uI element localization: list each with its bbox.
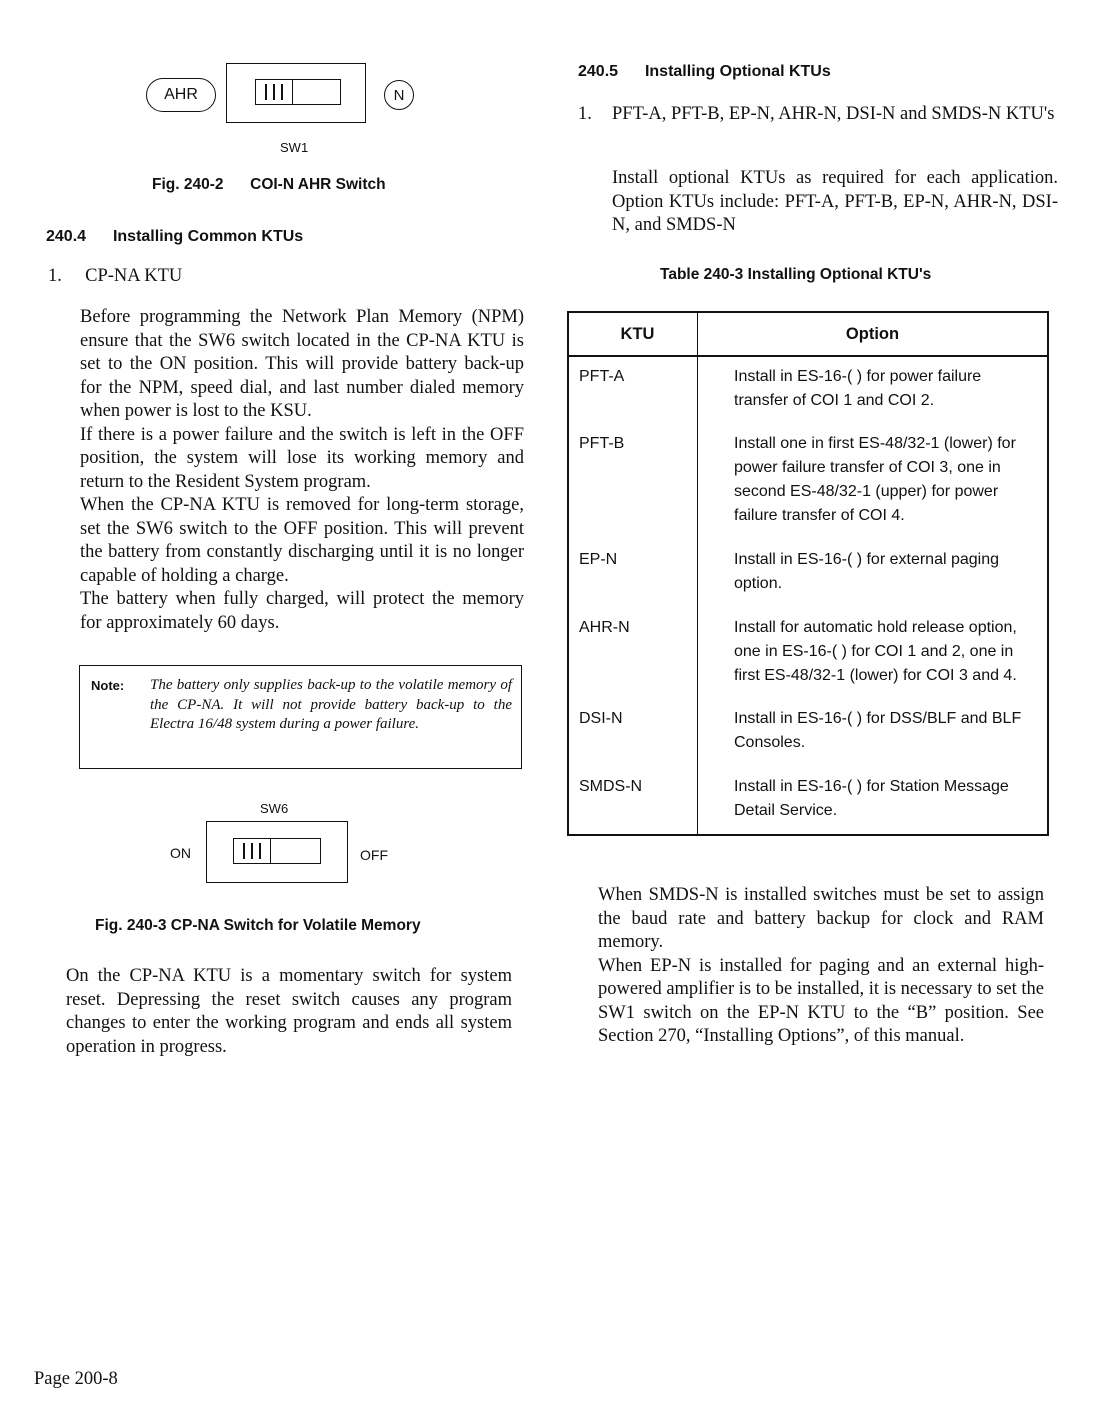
ktu-cell: PFT-A	[568, 356, 698, 424]
after-table-paragraphs	[598, 884, 1044, 1049]
table-row	[568, 540, 1048, 607]
paragraph: When EP-N is installed for paging and an external high-powered amplifier is to be installed, it is necessary to set the SW1 switch on the EP-N KTU to the “B” position. See Section 270, “Installing Options”, of this manual.	[598, 955, 1044, 1046]
table-header-ktu: KTU	[568, 312, 698, 356]
table-row	[568, 699, 1048, 766]
item-1-cp-na: 1. CP-NA KTU	[48, 266, 183, 286]
table-row	[568, 608, 1048, 700]
off-label: OFF	[360, 847, 388, 863]
paragraph: Before programming the Network Plan Memory (NPM) ensure that the SW6 switch located in the CP-NA KTU is set to the ON position. This will provide battery back-up for the NPM, speed dial, and last number dialed memory when power is lost to the KSU.	[80, 307, 524, 421]
option-cell: Install in ES-16-( ) for power failure transfer of COI 1 and COI 2.	[734, 368, 982, 409]
paragraph: When SMDS-N is installed switches must be set to assign the baud rate and battery backup for clock and RAM memory.	[598, 885, 1044, 952]
ktu-cell: PFT-B	[568, 424, 698, 540]
ktu-cell: DSI-N	[568, 699, 698, 766]
option-cell: Install in ES-16-( ) for DSS/BLF and BLF Consoles.	[734, 710, 1022, 752]
sw6-switch-housing	[206, 821, 348, 883]
ahr-label: AHR	[146, 78, 216, 112]
ktu-cell: EP-N	[568, 540, 698, 607]
note-label: Note:	[91, 678, 125, 693]
paragraph: The battery when fully charged, will protect the memory for approximately 60 days.	[80, 589, 524, 633]
option-cell: Install in ES-16-( ) for external paging option.	[734, 551, 1000, 593]
section-240-4-heading: 240.4 Installing Common KTUs	[46, 228, 304, 245]
on-label: ON	[170, 845, 191, 861]
section-240-5-heading: 240.5 Installing Optional KTUs	[578, 63, 831, 80]
ktu-cell: AHR-N	[568, 608, 698, 700]
fig-240-3-caption: Fig. 240-3 CP-NA Switch for Volatile Memory	[95, 917, 421, 934]
paragraph: When the CP-NA KTU is removed for long-term storage, set the SW6 switch to the OFF position. This will prevent the battery from constantly discharging until it is no longer capable of holding a charge.	[80, 495, 524, 586]
fig-240-2-caption: Fig. 240-2 COI-N AHR Switch	[152, 176, 386, 193]
table-240-3	[567, 311, 1049, 836]
sw6-dip-switch	[233, 838, 321, 864]
option-cell: Install one in first ES-48/32-1 (lower) for power failure transfer of COI 3, one in second ES-48/32-1 (upper) for power failure transfer of COI 4.	[734, 435, 1016, 525]
note-text: The battery only supplies back-up to the volatile memory of the CP-NA. It will not provide battery back-up to the Electra 16/48 system during a power failure.	[150, 677, 512, 732]
sw1-dip-switch	[255, 79, 341, 105]
n-label: N	[384, 80, 414, 110]
optional-intro: Install optional KTUs as required for each application. Option KTUs include: PFT-A, PFT-B, EP-N, AHR-N, DSI-N, and SMDS-N	[612, 168, 1058, 235]
table-row	[568, 356, 1048, 424]
table-header-option: Option	[698, 312, 1049, 356]
ktu-cell: SMDS-N	[568, 767, 698, 835]
item-1-optional: 1. PFT-A, PFT-B, EP-N, AHR-N, DSI-N and SMDS-N KTU's	[578, 103, 1058, 127]
table-240-3-caption: Table 240-3 Installing Optional KTU's	[660, 266, 932, 283]
paragraph: If there is a power failure and the switch is left in the OFF position, the system will lose its working memory and return to the Resident System program.	[80, 424, 524, 492]
sw1-label: SW1	[280, 140, 309, 155]
table-row	[568, 424, 1048, 540]
cp-na-paragraphs	[80, 306, 524, 635]
page-number: Page 200-8	[34, 1369, 118, 1389]
sw6-label: SW6	[260, 801, 289, 816]
table-row	[568, 767, 1048, 835]
sw1-switch-housing	[226, 63, 366, 123]
option-cell: Install for automatic hold release option, one in ES-16-( ) for COI 1 and 2, one in first ES-48/32-1 (lower) for COI 3 and 4.	[734, 618, 1017, 684]
option-cell: Install in ES-16-( ) for Station Message Detail Service.	[734, 777, 1009, 819]
reset-paragraph: On the CP-NA KTU is a momentary switch for system reset. Depressing the reset switch causes any program changes to enter the working program and ends all system operation in progress.	[66, 966, 512, 1057]
item-1-title: PFT-A, PFT-B, EP-N, AHR-N, DSI-N and SMDS-N KTU's	[612, 104, 1055, 124]
note-box	[79, 665, 522, 769]
